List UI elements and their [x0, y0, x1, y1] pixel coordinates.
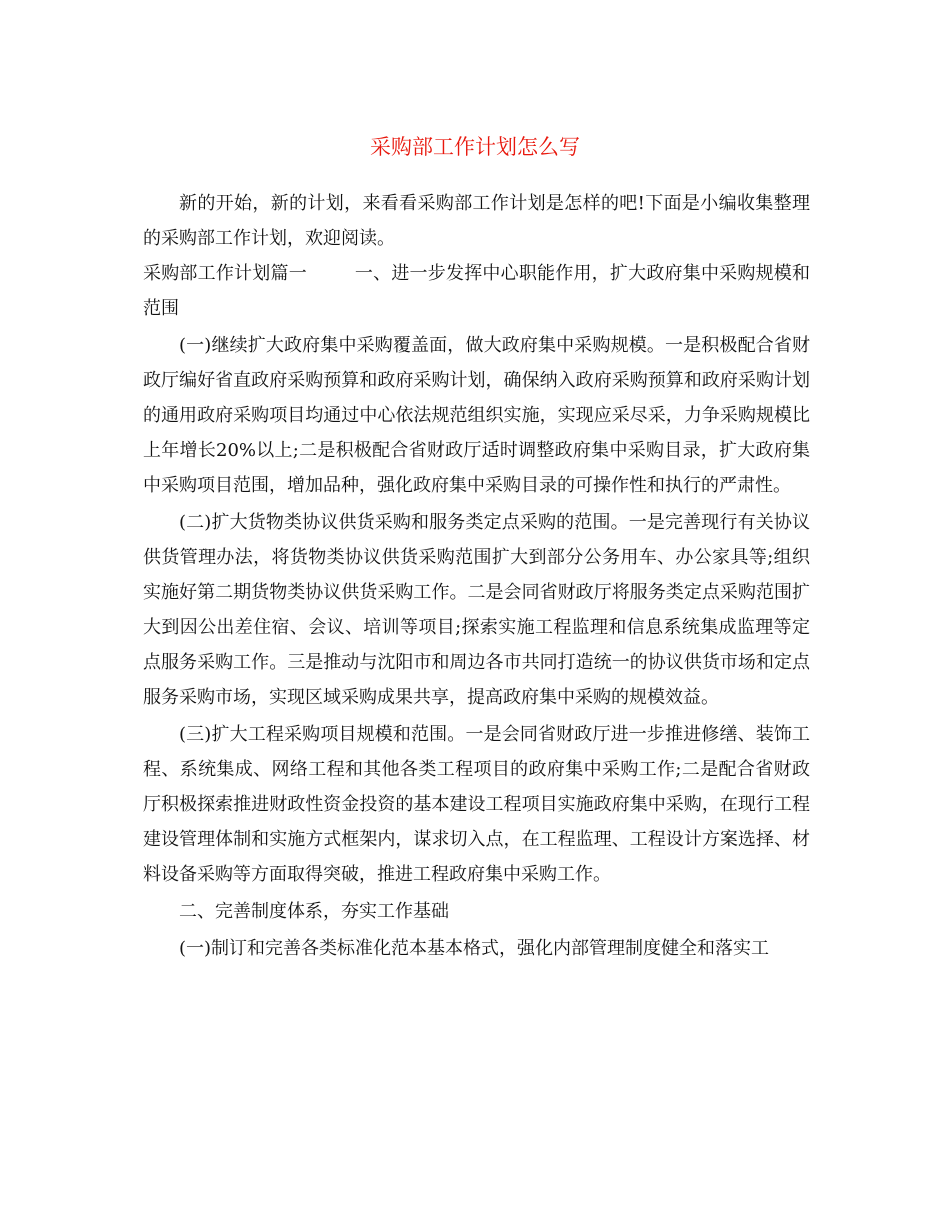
intro-paragraph: 新的开始，新的计划，来看看采购部工作计划是怎样的吧!下面是小编收集整理的采购部工作计划，欢迎阅读。	[143, 193, 810, 249]
body-paragraph-3: (三)扩大工程采购项目规模和范围。一是会同省财政厅进一步推进修缮、装饰工程、系统集成、网络工程和其他各类工程项目的政府集中采购工作;二是配合省财政厅积极探索推进财政性资金投资的基本建设工程项目实施政府集中采购，在现行工程建设管理体制和实施方式框架内，谋求切入点，在工程监理、工程设计方案选择、材料设备采购等方面取得突破，推进工程政府集中采购工作。	[143, 724, 810, 885]
subheading-2: 二、完善制度体系，夯实工作基础	[179, 901, 449, 922]
section-label: 采购部工作计划篇一	[143, 263, 307, 284]
section-heading: 一、进一步发挥中心职能作用，扩大政府集中采购规模和范围	[143, 263, 811, 319]
section-heading-line	[143, 256, 810, 326]
body-paragraph-4: (一)制订和完善各类标准化范本基本格式，强化内部管理制度健全和落实工	[179, 938, 770, 959]
document-body	[143, 186, 810, 966]
document-title: 采购部工作计划怎么写	[370, 135, 580, 159]
body-paragraph-2: (二)扩大货物类协议供货采购和服务类定点采购的范围。一是完善现行有关协议供货管理办法，将货物类协议供货采购范围扩大到部分公务用车、办公家具等;组织实施好第二期货物类协议供货采购工作。二是会同省财政厅将服务类定点采购范围扩大到因公出差住宿、会议、培训等项目;探索实施工程监理和信息系统集成监理等定点服务采购工作。三是推动与沈阳市和周边各市共同打造统一的协议供货市场和定点服务采购市场，实现区域采购成果共享，提高政府集中采购的规模效益。	[143, 512, 810, 708]
body-paragraph-1: (一)继续扩大政府集中采购覆盖面，做大政府集中采购规模。一是积极配合省财政厅编好省直政府采购预算和政府采购计划，确保纳入政府采购预算和政府采购计划的通用政府采购项目均通过中心依法规范组织实施，实现应采尽采，力争采购规模比上年增长20%以上;二是积极配合省财政厅适时调整政府集中采购目录，扩大政府集中采购项目范围，增加品种，强化政府集中采购目录的可操作性和执行的严肃性。	[143, 335, 810, 496]
